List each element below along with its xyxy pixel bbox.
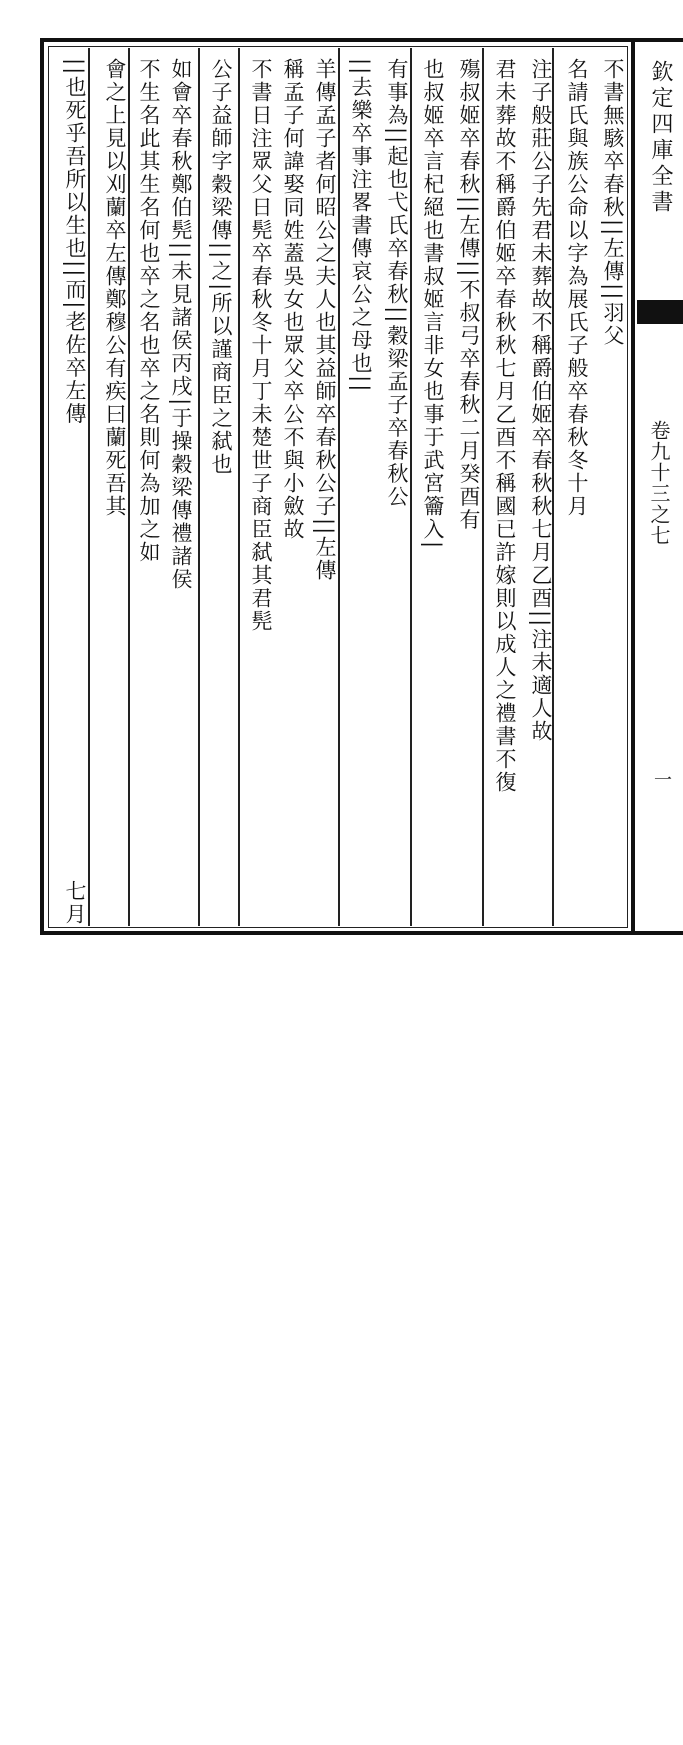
text-column: 有事為||起也弋氏卒春秋||穀梁孟子卒春秋公 [385, 58, 409, 509]
text-column: 會之上見以刈蘭卒左傳鄭穆公有疾曰蘭死吾其 [103, 58, 127, 518]
column-rule [198, 48, 200, 926]
text-column: 君未葬故不稱爵伯姬卒春秋秋七月乙酉不稱國已許嫁則以成人之禮書不復 [493, 58, 517, 794]
text-column: ||去樂卒事注畧書傳哀公之母也|| [349, 58, 373, 394]
page-number: 一 [651, 770, 672, 788]
text-column: 也叔姬卒言杞絕也書叔姬言非女也事于武宮籥入| [421, 58, 445, 551]
fish-tail-line [637, 322, 683, 336]
text-column: 不書無駭卒春秋||左傳||羽父 [601, 58, 625, 348]
book-title: 欽定四庫全書 [648, 60, 673, 216]
text-column: 公子益師字穀梁傳||之|所以謹商臣之弑也 [209, 58, 233, 477]
text-column: 稱孟子何諱娶同姓蓋吳女也眾父卒公不與小斂故 [281, 58, 305, 541]
column-rule [238, 48, 240, 926]
text-column: 殤叔姬卒春秋||左傳||不叔弓卒春秋二月癸酉有 [457, 58, 481, 532]
fish-tail-mark [637, 300, 683, 322]
text-column: 如會卒春秋鄭伯髡||未見諸侯丙戌|于操穀梁傳禮諸侯 [169, 58, 193, 592]
juan-number: 卷九十三之七 [647, 420, 671, 546]
text-column: ||也死乎吾所以生也||而|老佐卒左傳 [63, 58, 87, 426]
text-column: 不生名此其生名何也卒之名也卒之名則何為加之如 [137, 58, 161, 564]
text-column: 不書日注眾父日髡卒春秋冬十月丁未楚世子商臣弑其君髡 [249, 58, 273, 633]
text-column: 七月 [63, 880, 87, 926]
text-column: 名請氏與族公命以字為展氏子般卒春秋冬十月 [565, 58, 589, 518]
text-column: 羊傳孟子者何昭公之夫人也其益師卒春秋公子||左傳 [313, 58, 337, 583]
text-column: 注子般莊公子先君未葬故不稱爵伯姬卒春秋秋七月乙酉||注未適人故 [529, 58, 553, 744]
